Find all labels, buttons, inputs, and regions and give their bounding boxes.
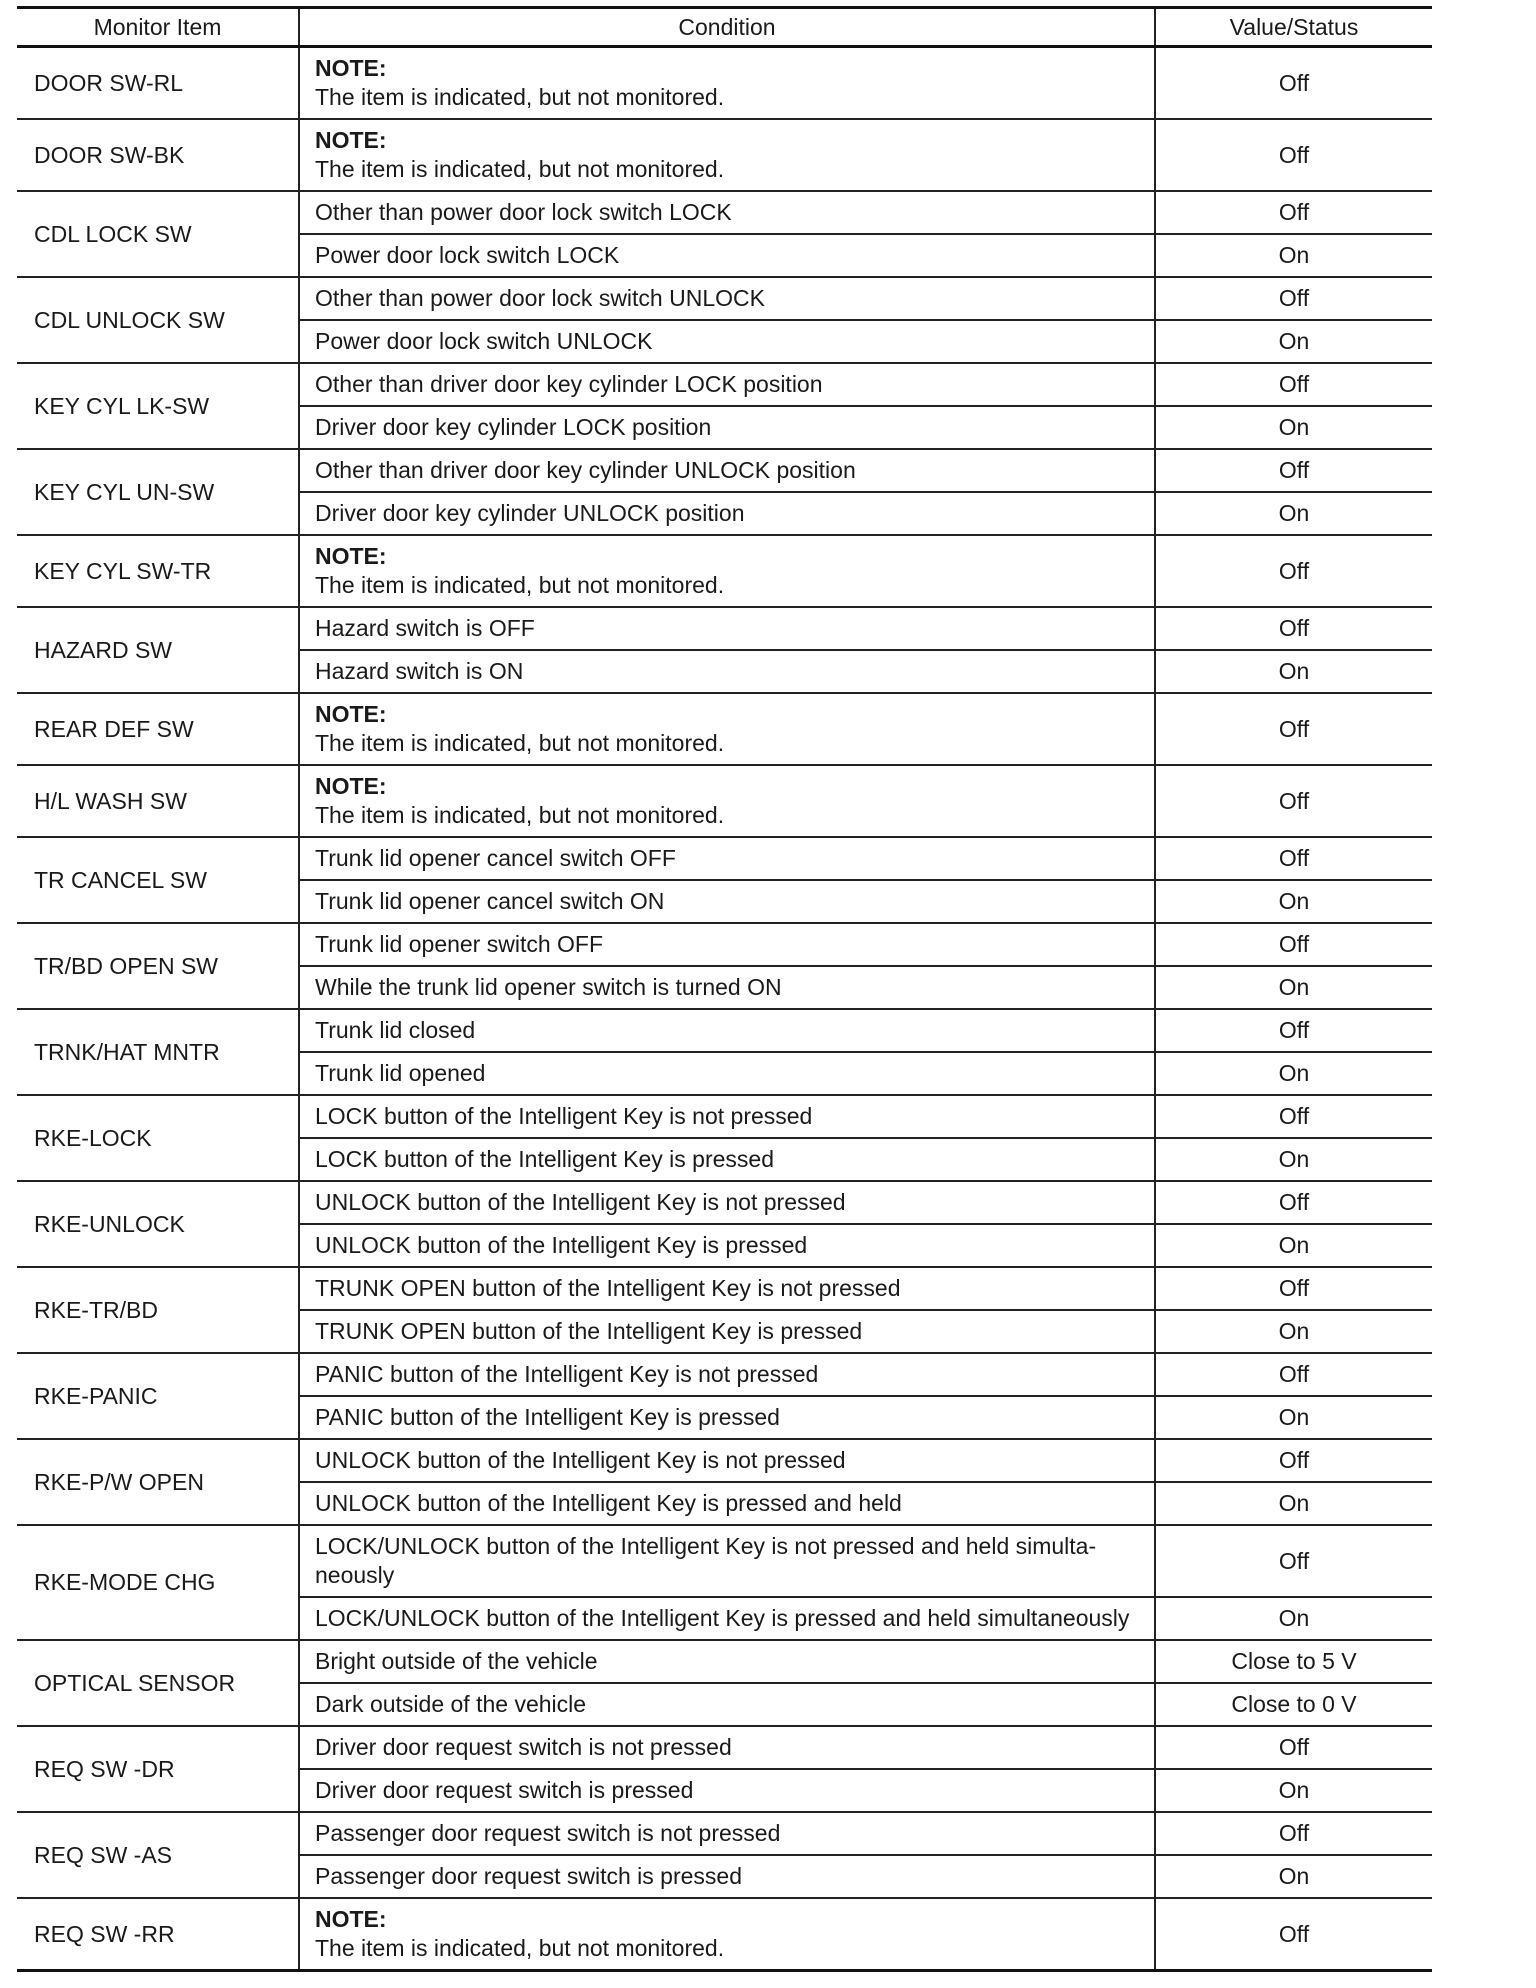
note-label: NOTE: [315,55,387,81]
condition-cell [299,765,1155,837]
table-row [17,47,1432,120]
condition-cell: Trunk lid opener cancel switch OFF [299,837,1155,880]
condition-cell [299,47,1155,120]
condition-cell: LOCK/UNLOCK button of the Intelligent Key is pressed and held simultaneously [299,1597,1155,1640]
value-status-cell: On [1155,406,1432,449]
table-row [17,449,1432,492]
condition-cell: Passenger door request switch is pressed [299,1855,1155,1898]
condition-cell: Trunk lid opener switch OFF [299,923,1155,966]
table-row [17,119,1432,191]
value-status-cell: On [1155,492,1432,535]
condition-cell [299,119,1155,191]
value-status-cell: On [1155,1482,1432,1525]
table-row [17,1525,1432,1597]
condition-cell: Other than power door lock switch LOCK [299,191,1155,234]
monitor-item-cell: CDL LOCK SW [17,191,299,277]
monitor-item-cell: DOOR SW-BK [17,119,299,191]
value-status-cell: Off [1155,1726,1432,1769]
monitor-item-cell: RKE-MODE CHG [17,1525,299,1640]
condition-cell: PANIC button of the Intelligent Key is pressed [299,1396,1155,1439]
condition-cell: Driver door request switch is pressed [299,1769,1155,1812]
value-status-cell: Off [1155,363,1432,406]
monitor-item-cell: OPTICAL SENSOR [17,1640,299,1726]
value-status-cell: Off [1155,191,1432,234]
condition-cell: LOCK/UNLOCK button of the Intelligent Key is not pressed and held simulta-neously [299,1525,1155,1597]
condition-cell: UNLOCK button of the Intelligent Key is pressed and held [299,1482,1155,1525]
monitor-item-cell: REAR DEF SW [17,693,299,765]
value-status-cell: On [1155,1224,1432,1267]
monitor-item-cell: KEY CYL SW-TR [17,535,299,607]
note-text: The item is indicated, but not monitored. [315,730,725,756]
value-status-cell: Off [1155,1353,1432,1396]
condition-cell: Trunk lid opener cancel switch ON [299,880,1155,923]
monitor-item-table [17,6,1432,1972]
header-row [17,8,1432,47]
value-status-cell: On [1155,1855,1432,1898]
condition-cell: Passenger door request switch is not pressed [299,1812,1155,1855]
condition-cell: Hazard switch is ON [299,650,1155,693]
condition-cell: While the trunk lid opener switch is turned ON [299,966,1155,1009]
value-status-cell: Off [1155,1267,1432,1310]
note-label: NOTE: [315,543,387,569]
monitor-item-cell: KEY CYL LK-SW [17,363,299,449]
value-status-cell: On [1155,1310,1432,1353]
monitor-item-cell: RKE-UNLOCK [17,1181,299,1267]
condition-cell: Dark outside of the vehicle [299,1683,1155,1726]
note-text: The item is indicated, but not monitored. [315,1935,725,1961]
value-status-cell: On [1155,320,1432,363]
value-status-cell: On [1155,880,1432,923]
value-status-cell: Off [1155,837,1432,880]
value-status-cell: Off [1155,693,1432,765]
condition-cell: Other than driver door key cylinder LOCK position [299,363,1155,406]
value-status-cell: Off [1155,1009,1432,1052]
condition-cell: UNLOCK button of the Intelligent Key is pressed [299,1224,1155,1267]
condition-cell: Trunk lid opened [299,1052,1155,1095]
table-row [17,1812,1432,1855]
condition-cell: Power door lock switch LOCK [299,234,1155,277]
condition-cell: Driver door request switch is not pressed [299,1726,1155,1769]
note-label: NOTE: [315,127,387,153]
note-text: The item is indicated, but not monitored. [315,802,725,828]
condition-cell: Hazard switch is OFF [299,607,1155,650]
table-row [17,1439,1432,1482]
note-text: The item is indicated, but not monitored. [315,84,725,110]
monitor-item-cell: DOOR SW-RL [17,47,299,120]
condition-cell: UNLOCK button of the Intelligent Key is not pressed [299,1439,1155,1482]
value-status-cell: On [1155,966,1432,1009]
condition-cell: Bright outside of the vehicle [299,1640,1155,1683]
note-label: NOTE: [315,773,387,799]
value-status-cell: Close to 5 V [1155,1640,1432,1683]
value-status-cell: Off [1155,923,1432,966]
value-status-cell: On [1155,1597,1432,1640]
condition-cell [299,535,1155,607]
table-row [17,693,1432,765]
condition-cell: Other than driver door key cylinder UNLOCK position [299,449,1155,492]
value-status-cell: Off [1155,119,1432,191]
value-status-cell: On [1155,1052,1432,1095]
monitor-item-cell: RKE-TR/BD [17,1267,299,1353]
table-row [17,535,1432,607]
monitor-item-cell: REQ SW -DR [17,1726,299,1812]
monitor-item-cell: TR/BD OPEN SW [17,923,299,1009]
condition-cell: Driver door key cylinder LOCK position [299,406,1155,449]
monitor-item-cell: REQ SW -RR [17,1898,299,1971]
table-row [17,923,1432,966]
value-status-cell: Off [1155,765,1432,837]
note-label: NOTE: [315,701,387,727]
header-condition: Condition [299,8,1155,47]
table-row [17,1181,1432,1224]
condition-cell: LOCK button of the Intelligent Key is not pressed [299,1095,1155,1138]
header-value-status: Value/Status [1155,8,1432,47]
table-row [17,1898,1432,1971]
table-row [17,765,1432,837]
monitor-item-cell: KEY CYL UN-SW [17,449,299,535]
value-status-cell: On [1155,650,1432,693]
condition-cell: Other than power door lock switch UNLOCK [299,277,1155,320]
condition-cell: LOCK button of the Intelligent Key is pressed [299,1138,1155,1181]
note-text: The item is indicated, but not monitored. [315,156,725,182]
value-status-cell: Off [1155,607,1432,650]
value-status-cell: Off [1155,1095,1432,1138]
condition-cell: TRUNK OPEN button of the Intelligent Key is pressed [299,1310,1155,1353]
value-status-cell: On [1155,1138,1432,1181]
table-body [17,47,1432,1971]
table-row [17,363,1432,406]
value-status-cell: Off [1155,1181,1432,1224]
table-row [17,1353,1432,1396]
value-status-cell: Close to 0 V [1155,1683,1432,1726]
note-text: The item is indicated, but not monitored. [315,572,725,598]
monitor-item-cell: H/L WASH SW [17,765,299,837]
table-row [17,277,1432,320]
table-row [17,837,1432,880]
value-status-cell: On [1155,1769,1432,1812]
value-status-cell: Off [1155,277,1432,320]
value-status-cell: Off [1155,1439,1432,1482]
monitor-item-cell: HAZARD SW [17,607,299,693]
monitor-item-cell: CDL UNLOCK SW [17,277,299,363]
value-status-cell: Off [1155,1812,1432,1855]
monitor-item-cell: RKE-PANIC [17,1353,299,1439]
condition-cell: PANIC button of the Intelligent Key is not pressed [299,1353,1155,1396]
value-status-cell: Off [1155,1525,1432,1597]
value-status-cell: On [1155,1396,1432,1439]
condition-cell [299,1898,1155,1971]
table-row [17,1009,1432,1052]
note-label: NOTE: [315,1906,387,1932]
table-row [17,1726,1432,1769]
value-status-cell: Off [1155,449,1432,492]
monitor-item-cell: RKE-P/W OPEN [17,1439,299,1525]
condition-cell: Power door lock switch UNLOCK [299,320,1155,363]
value-status-cell: Off [1155,535,1432,607]
monitor-item-cell: REQ SW -AS [17,1812,299,1898]
table-row [17,1095,1432,1138]
table-row [17,1640,1432,1683]
monitor-item-cell: TR CANCEL SW [17,837,299,923]
condition-cell: TRUNK OPEN button of the Intelligent Key is not pressed [299,1267,1155,1310]
condition-cell: Trunk lid closed [299,1009,1155,1052]
value-status-cell: Off [1155,1898,1432,1971]
table-row [17,1267,1432,1310]
header-monitor-item: Monitor Item [17,8,299,47]
condition-cell: UNLOCK button of the Intelligent Key is not pressed [299,1181,1155,1224]
monitor-item-cell: TRNK/HAT MNTR [17,1009,299,1095]
value-status-cell: On [1155,234,1432,277]
monitor-item-cell: RKE-LOCK [17,1095,299,1181]
condition-cell [299,693,1155,765]
table-row [17,607,1432,650]
value-status-cell: Off [1155,47,1432,120]
condition-cell: Driver door key cylinder UNLOCK position [299,492,1155,535]
table-row [17,191,1432,234]
